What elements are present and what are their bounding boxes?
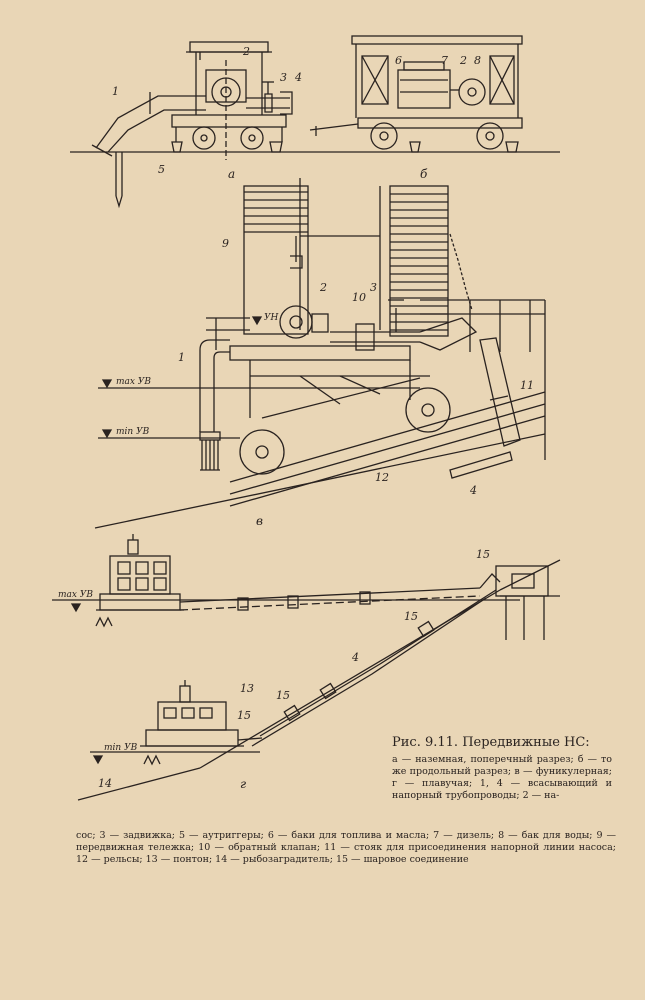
figure-title [392,735,612,750]
callout-g13: 13 [240,682,254,695]
panel-label-b: б [420,167,428,181]
callout-g15a: 15 [476,548,490,561]
figure-title-text: Передвижные НС: [462,735,590,750]
callout-v9: 9 [222,237,229,250]
level-label-uh: УН [264,313,279,323]
callout-b2: 2 [460,54,467,67]
caption-right-text: а — наземная, поперечный разрез; б — то же продольный разрез; в — фуникулерная; г — плавучая; 1, 4 — всасывающий и напорный трубопроводы; 2 — на- [392,754,612,801]
callout-g15d: 15 [237,709,251,722]
panel-v-drawing [95,178,545,528]
callout-v12: 12 [375,471,389,484]
callout-b7: 7 [441,54,448,67]
panel-label-a: а [228,167,236,181]
callout-a3: 3 [280,71,287,84]
callout-g4: 4 [352,651,359,664]
panel-b-drawing [310,36,560,152]
callout-g14: 14 [98,777,112,790]
caption-full-text: сос; 3 — задвижка; 5 — аутриггеры; 6 — баки для топлива и масла; 7 — дизель; 8 — бак для воды; 9 — передвижная тележка; 10 — обратный клапан; 11 — стояк для присоединения напорной линии насоса; 12 — рельсы; 13 — понтон; 14 — рыбозаградитель; 15 — шаровое соединение [76,830,616,865]
callout-v4: 4 [470,484,477,497]
callout-a5: 5 [158,163,165,176]
callout-v2: 2 [320,281,327,294]
callout-v1: 1 [178,351,185,364]
callout-a2: 2 [243,45,250,58]
callout-a4: 4 [295,71,302,84]
callout-v3: 3 [370,281,377,294]
callout-v10: 10 [352,291,366,304]
figure-number: Рис. 9.11. [392,735,459,750]
level-label-min-g: min УВ [104,743,138,753]
panel-a-drawing [70,42,338,206]
callout-v11: 11 [520,379,534,392]
panel-label-g: г [240,777,247,791]
callout-b6: 6 [395,54,402,67]
callout-g15b: 15 [404,610,418,623]
panel-label-v: в [256,514,263,528]
level-label-max-g: max УВ [58,590,93,600]
figure-caption [392,735,612,802]
callout-a1: 1 [112,85,119,98]
callout-g15c: 15 [276,689,290,702]
callout-b8: 8 [474,54,481,67]
level-label-max-v: max УВ [116,377,151,387]
level-label-min-v: min УВ [116,427,150,437]
